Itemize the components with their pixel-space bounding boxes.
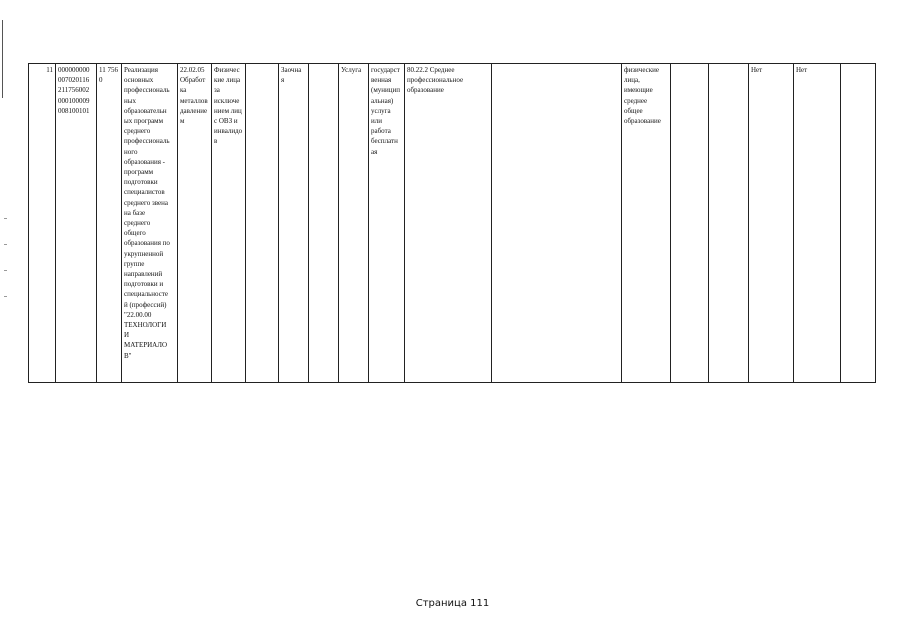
empty-cell <box>492 64 622 383</box>
margin-tick <box>4 296 7 297</box>
margin-tick <box>4 244 7 245</box>
table-row <box>29 64 876 383</box>
registry-code-cell: 000000000 007020116 211756002 000100009 008100101 <box>56 64 97 383</box>
page-number: Страница 111 <box>415 598 490 609</box>
registry-table <box>28 63 876 383</box>
margin-tick <box>4 270 7 271</box>
service-kind-cell: государст венная (муницип альная) услуга или работа бесплатн ая <box>369 64 405 383</box>
empty-cell <box>671 64 709 383</box>
empty-cell <box>246 64 279 383</box>
row-number-cell: 11 <box>29 64 56 383</box>
margin-rule <box>2 20 3 98</box>
margin-tick <box>4 218 7 219</box>
flag-cell: Нет <box>749 64 794 383</box>
consumer-category-cell: физические лица, имеющие среднее общее образование <box>622 64 671 383</box>
service-name-cell: Реализация основных профессиональ ных образовательн ых программ среднего профессиональ ного образования - программ подготовки специалистов среднего звена на базе среднего общего образования по укрупненной группе направлений подготовки и специальносте й (профессий) "22.00.00 ТЕХНОЛОГИ И МАТЕРИАЛО В" <box>122 64 178 383</box>
recipient-category-cell: Физичес кие лица за исключе нием лиц с ОВЗ и инвалидо в <box>212 64 246 383</box>
empty-cell <box>309 64 339 383</box>
study-form-cell: Заочна я <box>279 64 309 383</box>
empty-cell <box>841 64 876 383</box>
empty-cell <box>709 64 749 383</box>
service-type-cell: Услуга <box>339 64 369 383</box>
okved-cell: 80.22.2 Среднее профессиональное образование <box>405 64 492 383</box>
specialty-cell: 22.02.05 Обработ ка металлов давление м <box>178 64 212 383</box>
service-code-cell: 11 756 0 <box>97 64 122 383</box>
flag-cell: Нет <box>794 64 841 383</box>
